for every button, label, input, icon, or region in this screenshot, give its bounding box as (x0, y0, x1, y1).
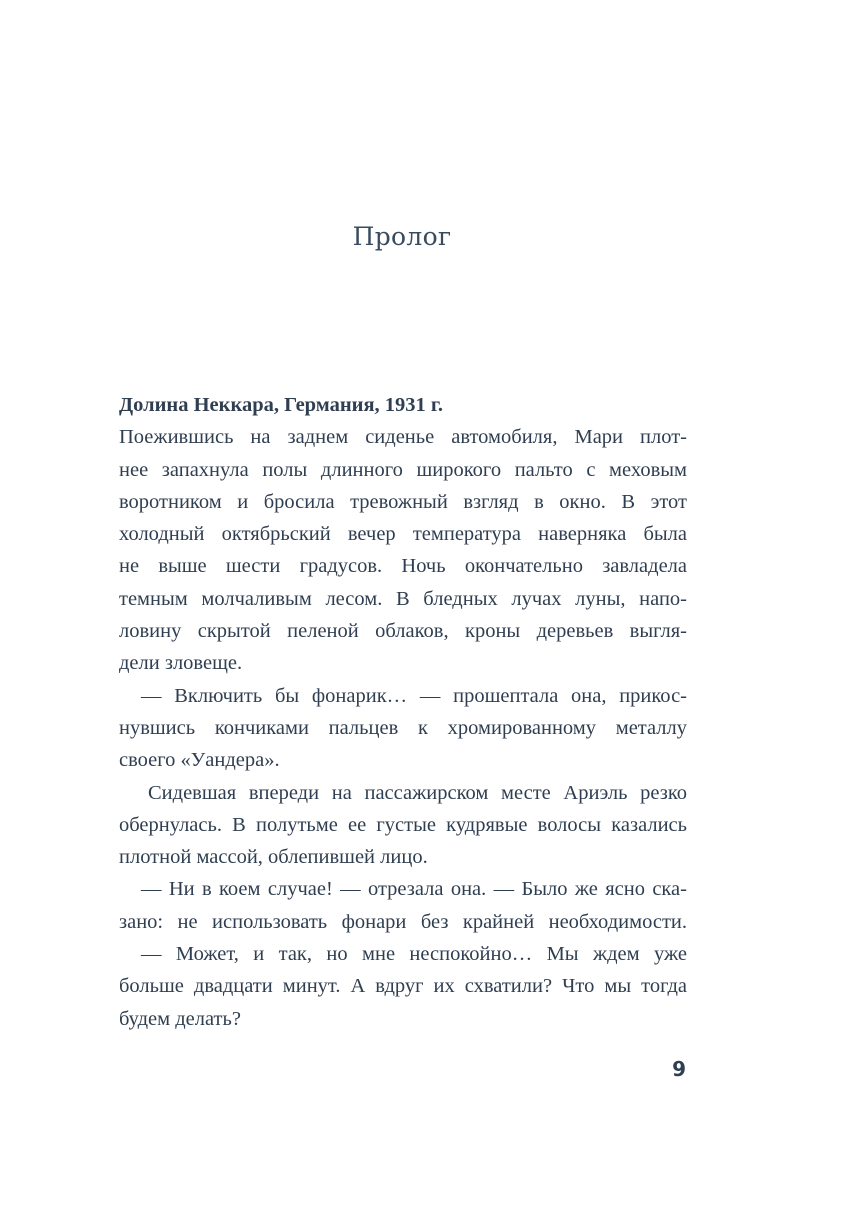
text-line: плотной массой, облепившей лицо. (119, 846, 428, 869)
text-line: зано: не использовать фонари без крайней необходимости. (119, 910, 687, 933)
text-line: своего «Уандера». (119, 749, 280, 772)
text-line: — Ни в коем случае! — отрезала она. — Было же ясно ска- (141, 878, 687, 901)
text-line: темным молчаливым лесом. В бледных лучах луны, напо- (119, 587, 687, 610)
text-line: Поежившись на заднем сиденье автомобиля, Мари плот- (119, 426, 687, 449)
text-line: ловину скрытой пеленой облаков, кроны деревьев выгля- (119, 620, 687, 643)
text-line: нее запахнула полы длинного широкого пальто с меховым (119, 458, 687, 481)
location-heading: Долина Неккара, Германия, 1931 г. (119, 394, 444, 416)
body-text (119, 389, 687, 1035)
text-line: холодный октябрьский вечер температура наверняка была (119, 523, 687, 546)
page-number: 9 (672, 1057, 686, 1081)
text-line: будем делать? (119, 1007, 241, 1030)
chapter-title: Пролог (352, 222, 452, 251)
text-line: больше двадцати минут. А вдруг их схватили? Что мы тогда (119, 975, 687, 998)
text-line: воротником и бросила тревожный взгляд в окно. В этот (119, 490, 687, 513)
text-line: обернулась. В полутьме ее густые кудрявые волосы казались (119, 813, 687, 836)
text-line: Сидевшая впереди на пассажирском месте Ариэль резко (148, 781, 687, 804)
text-line: нувшись кончиками пальцев к хромированному металлу (119, 716, 687, 739)
text-line: — Может, и так, но мне неспокойно… Мы ждем уже (141, 943, 687, 966)
text-line: — Включить бы фонарик… — прошептала она, прикос- (141, 684, 687, 707)
text-line: не выше шести градусов. Ночь окончательно завладела (119, 555, 687, 578)
text-line: дели зловеще. (119, 652, 243, 675)
